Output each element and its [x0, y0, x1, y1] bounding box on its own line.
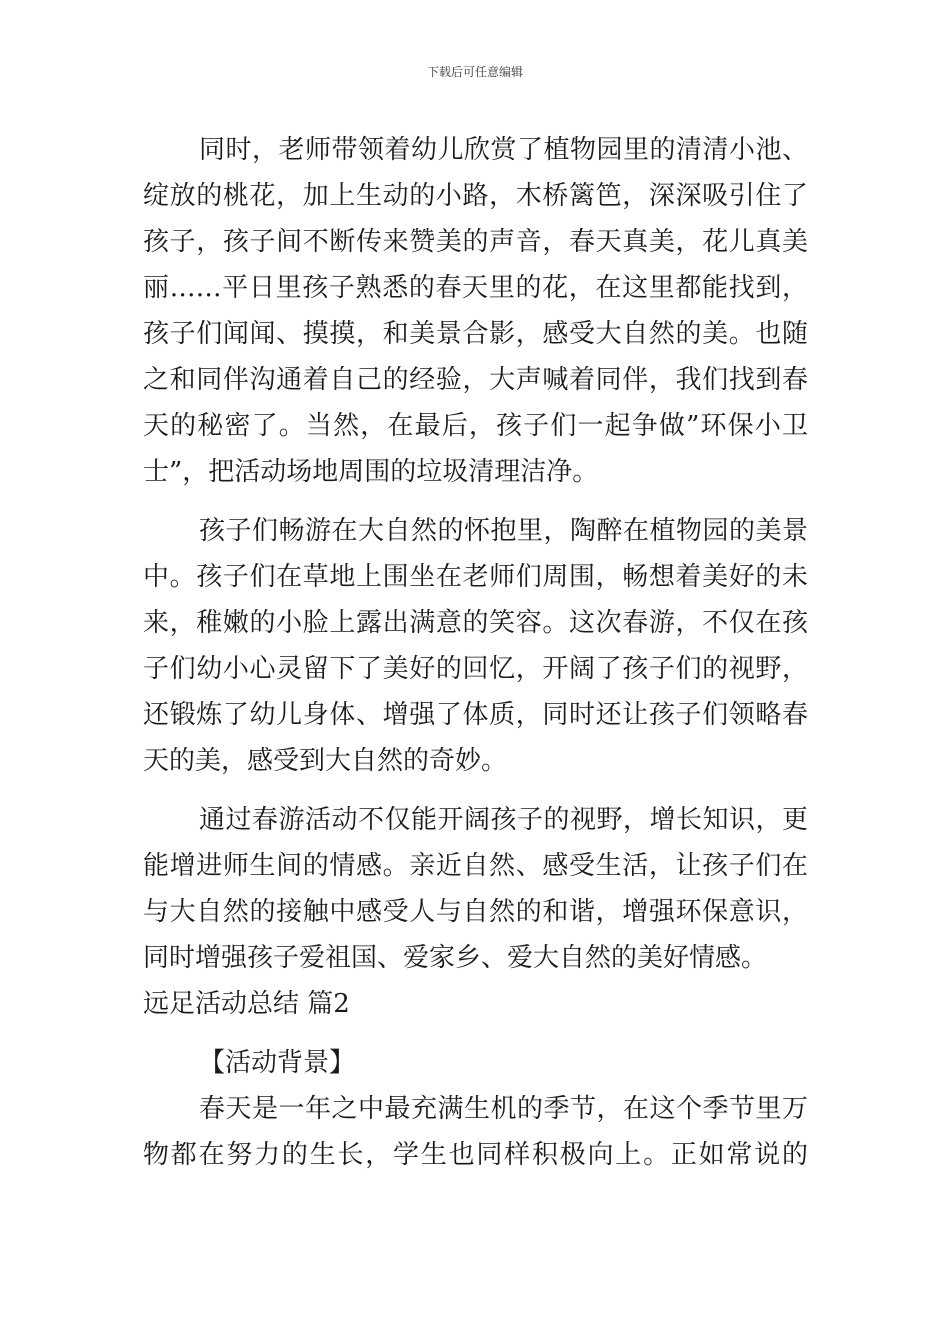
paragraph-line: 物都在努力的生长，学生也同样积极向上。正如常说的 — [143, 1140, 808, 1170]
section-heading: 远足活动总结 篇2 — [143, 989, 350, 1019]
paragraph-line: 之和同伴沟通着自己的经验，大声喊着同伴，我们找到春 — [143, 365, 808, 395]
document-body — [143, 127, 808, 1178]
paragraph-line: 能增进师生间的情感。亲近自然、感受生活，让孩子们在 — [143, 851, 808, 881]
paragraph-line: 中。孩子们在草地上围坐在老师们周围，畅想着美好的未 — [143, 562, 808, 592]
paragraph-line: 与大自然的接触中感受人与自然的和谐，增强环保意识， — [143, 897, 808, 927]
paragraph-line: 子们幼小心灵留下了美好的回忆，开阔了孩子们的视野， — [143, 654, 808, 684]
paragraph — [143, 797, 808, 981]
paragraph-line: 天的秘密了。当然，在最后，孩子们一起争做”环保小卫 — [143, 411, 808, 441]
paragraph-line: 丽……平日里孩子熟悉的春天里的花，在这里都能找到， — [143, 273, 808, 303]
paragraph-line: 孩子们闻闻、摸摸，和美景合影，感受大自然的美。也随 — [143, 319, 808, 349]
subheading: 【活动背景】 — [199, 1048, 356, 1078]
paragraph-line: 来，稚嫩的小脸上露出满意的笑容。这次春游，不仅在孩 — [143, 608, 808, 638]
paragraph-line: 士”，把活动场地周围的垃圾清理洁净。 — [143, 457, 599, 487]
paragraph-line: 通过春游活动不仅能开阔孩子的视野，增长知识，更 — [199, 805, 808, 835]
paragraph — [143, 508, 808, 784]
paragraph — [143, 1086, 808, 1178]
paragraph-line: 绽放的桃花，加上生动的小路，木桥篱笆，深深吸引住了 — [143, 181, 808, 211]
paragraph-line: 春天是一年之中最充满生机的季节，在这个季节里万 — [199, 1094, 808, 1124]
paragraph-line: 孩子们畅游在大自然的怀抱里，陶醉在植物园的美景 — [199, 516, 808, 546]
paragraph-line: 天的美，感受到大自然的奇妙。 — [143, 746, 508, 776]
paragraph-line: 孩子，孩子间不断传来赞美的声音，春天真美，花儿真美 — [143, 227, 808, 257]
page-header: 下载后可任意编辑 — [426, 65, 523, 79]
paragraph-line: 同时，老师带领着幼儿欣赏了植物园里的清清小池、 — [199, 135, 808, 165]
paragraph-line: 还锻炼了幼儿身体、增强了体质，同时还让孩子们领略春 — [143, 700, 808, 730]
paragraph-line: 同时增强孩子爱祖国、爱家乡、爱大自然的美好情感。 — [143, 943, 768, 973]
paragraph — [143, 127, 808, 495]
